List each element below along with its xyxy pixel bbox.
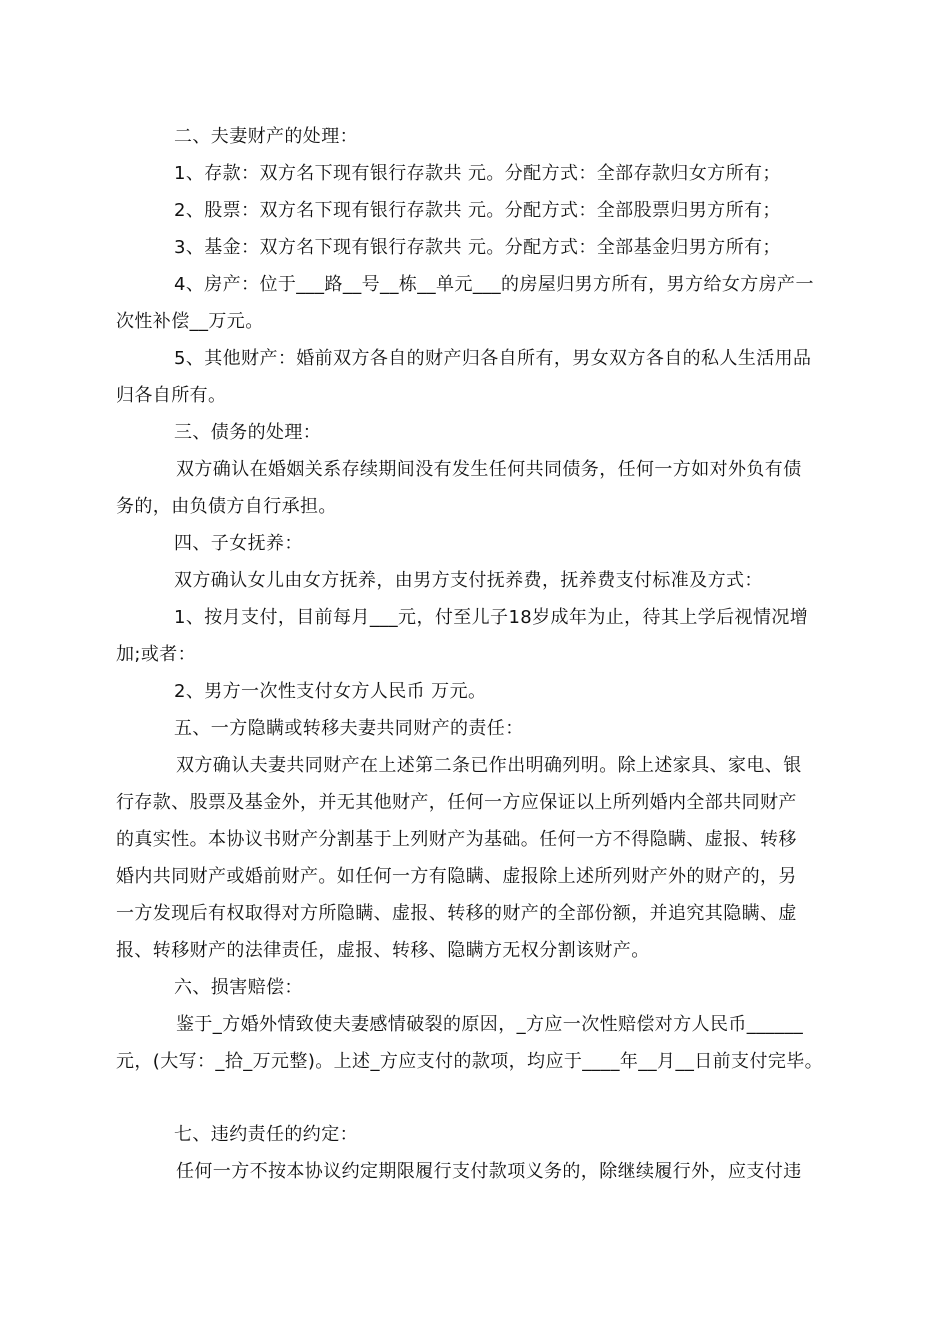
- section-heading-breach: 七、违约责任的约定：: [174, 1124, 358, 1145]
- section-heading-debt: 三、债务的处理：: [174, 422, 322, 443]
- paragraph-line: 2、股票：双方名下现有银行存款共 元。分配方式：全部股票归男方所有；: [174, 200, 781, 221]
- paragraph-line: 双方确认夫妻共同财产在上述第二条已作出明确列明。除上述家具、家电、银: [176, 755, 802, 776]
- paragraph-line: 报、转移财产的法律责任，虚报、转移、隐瞒方无权分割该财产。: [116, 940, 650, 961]
- paragraph-line: 婚内共同财产或婚前财产。如任何一方有隐瞒、虚报除上述所列财产外的财产的，另: [116, 866, 797, 887]
- paragraph-line: 5、其他财产：婚前双方各自的财产归各自所有，男女双方各自的私人生活用品: [174, 348, 812, 369]
- paragraph-line: 加;或者：: [116, 644, 197, 665]
- paragraph-line: 3、基金：双方名下现有银行存款共 元。分配方式：全部基金归男方所有；: [174, 237, 781, 258]
- paragraph-gap: [116, 1080, 841, 1116]
- paragraph-line: 次性补偿__万元。: [116, 311, 264, 332]
- paragraph-line: 1、存款：双方名下现有银行存款共 元。分配方式：全部存款归女方所有；: [174, 163, 781, 184]
- section-heading-concealment: 五、一方隐瞒或转移夫妻共同财产的责任：: [174, 718, 524, 739]
- section-heading-child-support: 四、子女抚养：: [174, 533, 303, 554]
- paragraph-line: 双方确认女儿由女方抚养，由男方支付抚养费，抚养费支付标准及方式：: [174, 570, 763, 591]
- paragraph-line: 的真实性。本协议书财产分割基于上列财产为基础。任何一方不得隐瞒、虚报、转移: [116, 829, 797, 850]
- paragraph-line: 元，(大写：_拾_万元整)。上述_方应支付的款项，均应于____年__月__日前支付完毕。: [116, 1051, 824, 1072]
- document-body: [116, 118, 841, 1190]
- paragraph-line: 1、按月支付，目前每月___元，付至儿子18岁成年为止，待其上学后视情况增: [174, 607, 809, 628]
- section-heading-damages: 六、损害赔偿：: [174, 977, 303, 998]
- paragraph-line: 一方发现后有权取得对方所隐瞒、虚报、转移的财产的全部份额，并追究其隐瞒、虚: [116, 903, 797, 924]
- paragraph-line: 双方确认在婚姻关系存续期间没有发生任何共同债务，任何一方如对外负有债: [176, 459, 802, 480]
- section-heading-property: 二、夫妻财产的处理：: [174, 126, 358, 147]
- paragraph-line: 4、房产：位于___路__号__栋__单元___的房屋归男方所有，男方给女方房产一: [174, 274, 814, 295]
- paragraph-line: 行存款、股票及基金外，并无其他财产，任何一方应保证以上所列婚内全部共同财产: [116, 792, 797, 813]
- paragraph-line: 务的，由负债方自行承担。: [116, 496, 337, 517]
- paragraph-line: 鉴于_方婚外情致使夫妻感情破裂的原因，_方应一次性赔偿对方人民币______: [176, 1014, 804, 1035]
- paragraph-line: 任何一方不按本协议约定期限履行支付款项义务的，除继续履行外，应支付违: [176, 1161, 802, 1182]
- paragraph-line: 归各自所有。: [116, 385, 227, 406]
- paragraph-line: 2、男方一次性支付女方人民币 万元。: [174, 681, 487, 702]
